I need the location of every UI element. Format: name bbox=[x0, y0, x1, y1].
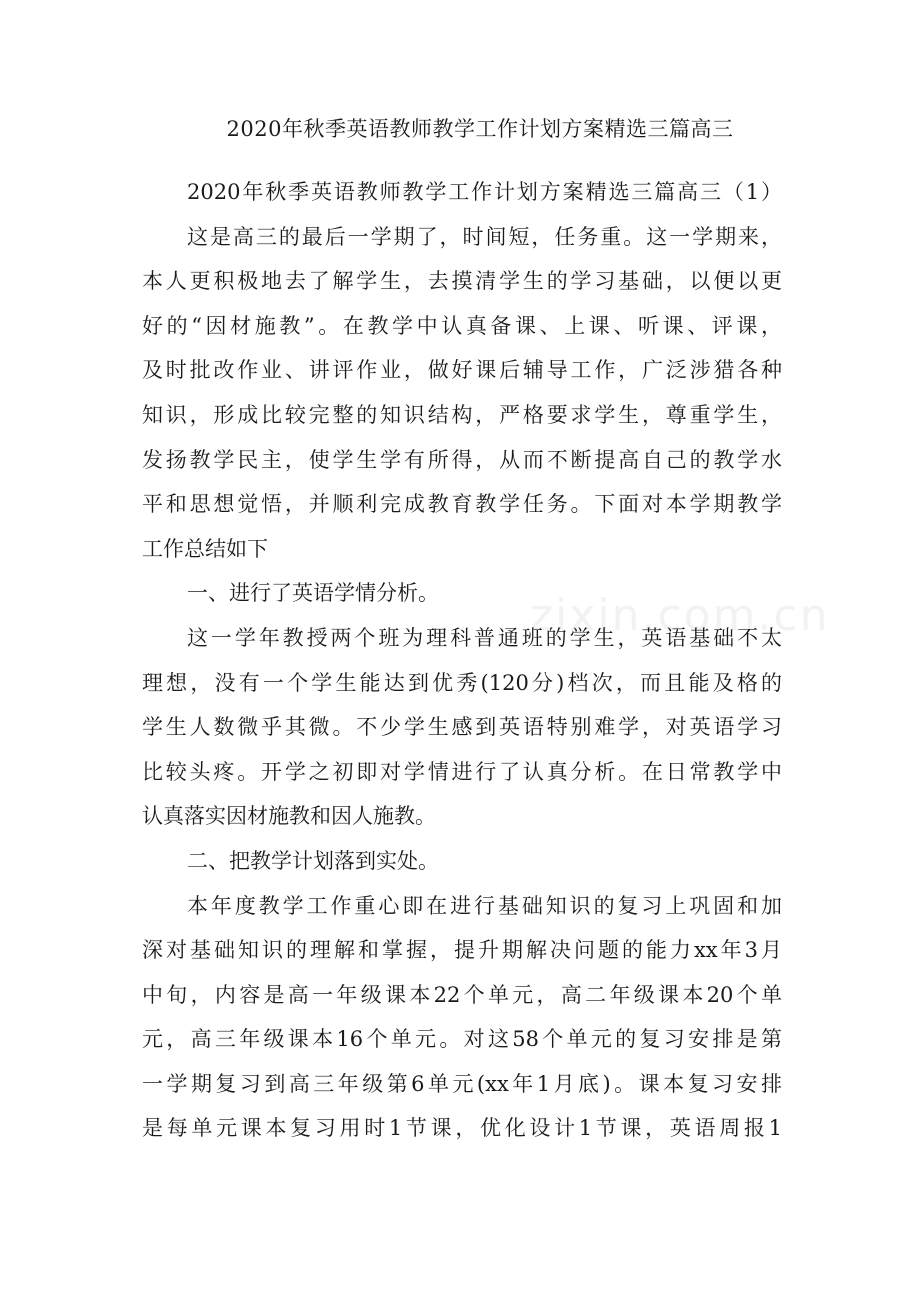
text-line: 认真落实因材施教和因人施教。 bbox=[142, 804, 436, 829]
text-line: 本年度教学工作重心即在进行基础知识的复习上巩固和加 bbox=[187, 893, 782, 918]
text-line: 比较头疼。开学之初即对学情进行了认真分析。在日常教学中 bbox=[142, 759, 782, 784]
text-line: 是每单元课本复习用时1节课，优化设计1节课，英语周报1 bbox=[142, 1116, 782, 1141]
text-line: 2020年秋季英语教师教学工作计划方案精选三篇高三（1） bbox=[187, 180, 782, 204]
text-line: 中旬，内容是高一年级课本22个单元，高二年级课本20个单 bbox=[142, 982, 782, 1007]
text-line: 深对基础知识的理解和掌握，提升期解决问题的能力xx年3月 bbox=[142, 938, 782, 963]
document-title: 2020年秋季英语教师教学工作计划方案精选三篇高三 bbox=[226, 117, 734, 141]
text-line: 学生人数微乎其微。不少学生感到英语特别难学，对英语学习 bbox=[142, 715, 782, 740]
document-body bbox=[142, 170, 782, 1151]
text-line: 理想，没有一个学生能达到优秀(120分)档次，而且能及格的 bbox=[142, 670, 782, 695]
text-line: 平和思想觉悟，并顺利完成教育教学任务。下面对本学期教学 bbox=[142, 492, 782, 517]
text-line: 好的“因材施教”。在教学中认真备课、上课、听课、评课， bbox=[142, 313, 782, 338]
text-line: 元，高三年级课本16个单元。对这58个单元的复习安排是第 bbox=[142, 1027, 782, 1052]
text-line: 知识，形成比较完整的知识结构，严格要求学生，尊重学生， bbox=[142, 402, 782, 427]
text-line: 二、把教学计划落到实处。 bbox=[187, 848, 439, 873]
text-line: 发扬教学民主，使学生学有所得，从而不断提高自己的教学水 bbox=[142, 447, 782, 472]
text-line: 工作总结如下 bbox=[142, 536, 268, 561]
text-line: 一学期复习到高三年级第6单元(xx年1月底)。课本复习安排 bbox=[142, 1071, 782, 1096]
text-line: 这是高三的最后一学期了，时间短，任务重。这一学期来， bbox=[187, 224, 782, 249]
text-line: 这一学年教授两个班为理科普通班的学生，英语基础不太 bbox=[187, 625, 782, 650]
text-line: 本人更积极地去了解学生，去摸清学生的学习基础，以便以更 bbox=[142, 269, 782, 294]
text-line: 一、进行了英语学情分析。 bbox=[187, 581, 439, 606]
watermark: zixin.com.cn bbox=[530, 590, 830, 641]
text-line: 及时批改作业、讲评作业，做好课后辅导工作，广泛涉猎各种 bbox=[142, 358, 782, 383]
